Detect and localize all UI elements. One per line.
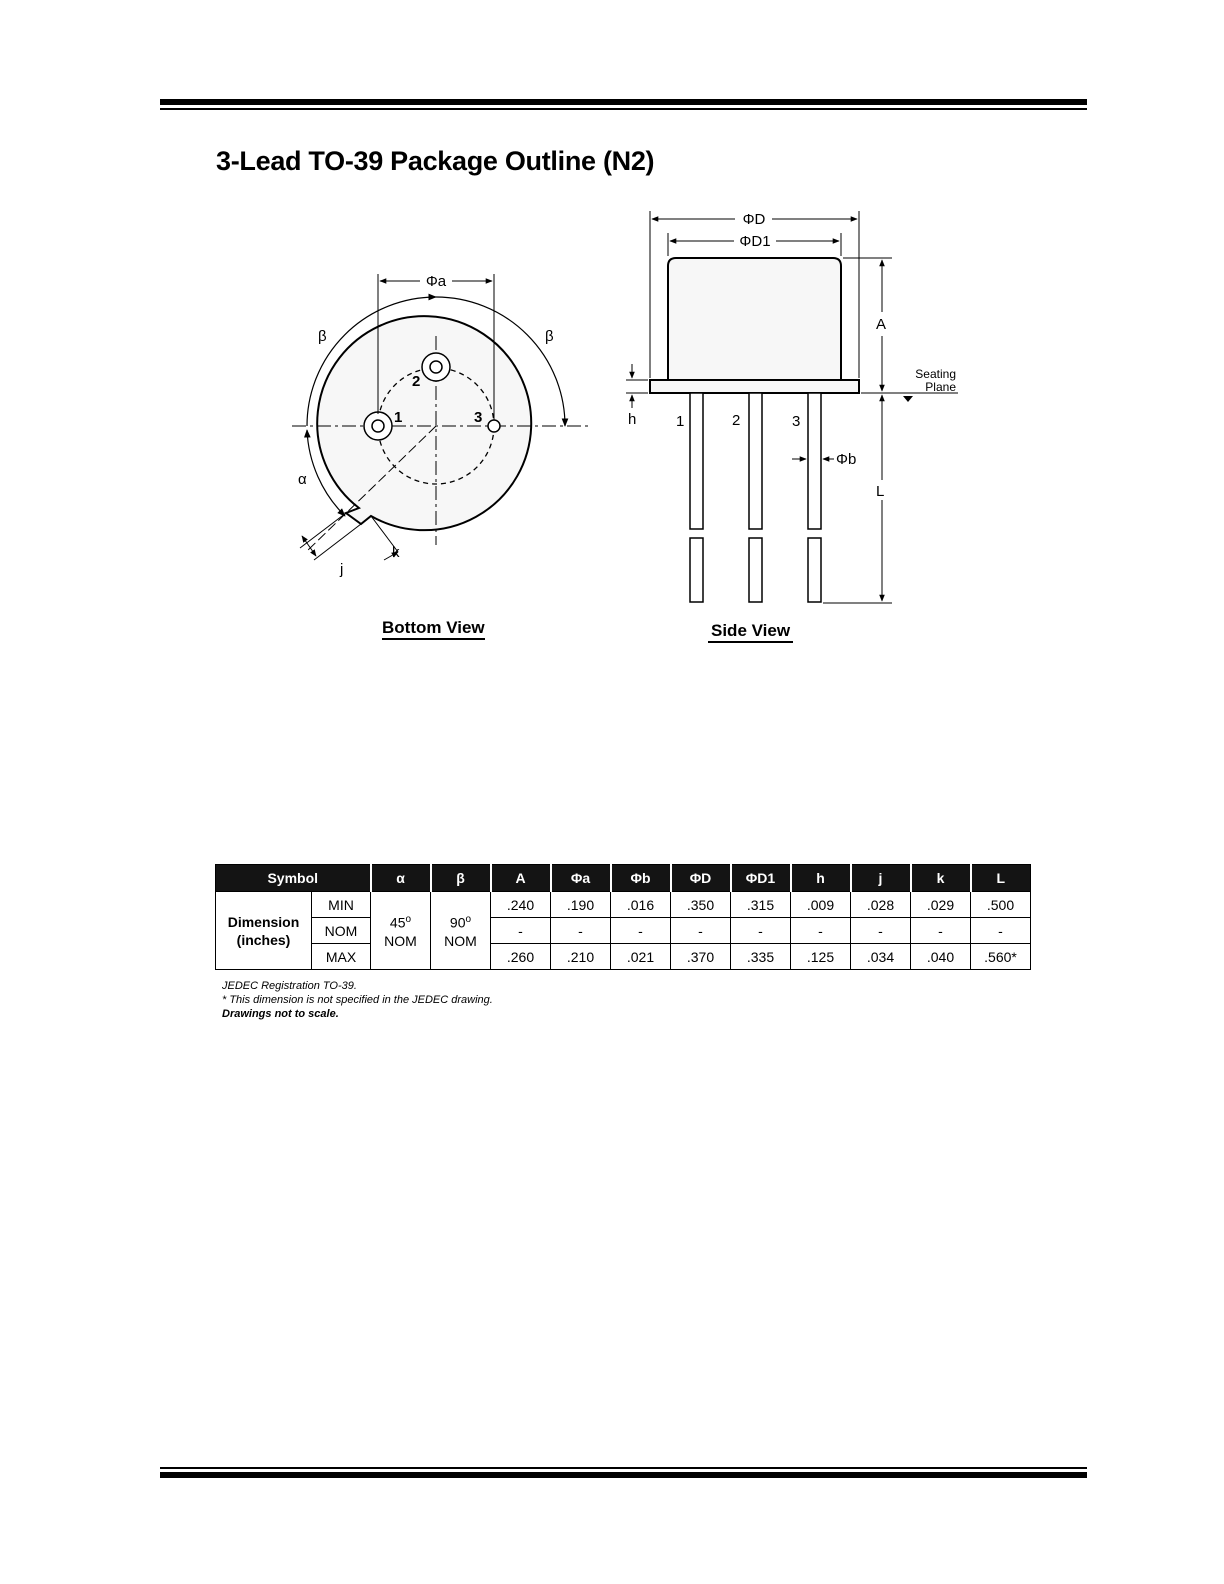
bottom-view [292,273,588,578]
header-D: ΦD [671,865,731,892]
table-header-row [216,865,1031,892]
header-A: A [491,865,551,892]
side-cap [668,258,841,380]
header-symbol: Symbol [216,865,371,892]
nom-D: - [671,918,731,944]
dimension-table [215,864,1031,970]
dim-a-label: Φa [425,273,447,290]
nom-b: - [611,918,671,944]
nom-A: - [491,918,551,944]
side-flange [650,380,859,393]
nom-a: - [551,918,611,944]
min-j: .028 [851,892,911,918]
max-k: .040 [911,944,971,970]
side-pin-3-label: 3 [792,413,801,430]
alpha-unit: o [405,914,412,926]
note-asterisk: * This dimension is not specified in the JEDEC drawing. [222,994,493,1006]
dim-D-label: ΦD [742,211,766,228]
seating-plane-line1: Seating [915,367,956,381]
dim-j-arrow [302,536,316,556]
lead-2-upper [749,393,762,529]
dim-L-label: L [876,483,885,500]
max-L: .560* [971,944,1031,970]
dim-j-label: j [340,561,344,578]
dim-D1-label: ΦD1 [739,233,771,250]
beta-right-label: β [545,328,554,345]
lead-1-upper [690,393,703,529]
beta-unit: o [465,914,472,926]
dim-b-label: Φb [836,451,857,468]
pin-2-inner [430,361,442,373]
dimension-label-cell [216,892,312,970]
min-h: .009 [791,892,851,918]
table-row-min [216,892,1031,918]
beta-cell [431,892,491,970]
table-row-max [216,944,1031,970]
beta-left-label: β [318,328,327,345]
nom-h: - [791,918,851,944]
lead-2-lower [749,538,762,602]
beta-value: 90 [449,914,466,931]
header-b: Φb [611,865,671,892]
bottom-view-label: Bottom View [382,618,485,640]
min-k: .029 [911,892,971,918]
beta-nom: NOM [444,932,477,949]
footer-rule-thin [160,1467,1087,1469]
min-b: .016 [611,892,671,918]
row-label-min: MIN [312,892,371,918]
alpha-label: α [298,471,307,488]
pin-1-inner [372,420,384,432]
lead-3-upper [808,393,821,529]
max-j: .034 [851,944,911,970]
header-a: Φa [551,865,611,892]
nom-k: - [911,918,971,944]
note-not-to-scale: Drawings not to scale. [222,1008,339,1020]
nom-j: - [851,918,911,944]
min-D1: .315 [731,892,791,918]
header-j: j [851,865,911,892]
bottom-pin-2-label: 2 [412,373,421,390]
bottom-pin-3-label: 3 [474,409,483,426]
min-L: .500 [971,892,1031,918]
dim-A-label: A [876,316,887,333]
side-view [626,211,958,603]
dim-h-label: h [628,411,637,428]
max-h: .125 [791,944,851,970]
table-notes [222,979,493,1021]
header-k: k [911,865,971,892]
page-title: 3-Lead TO-39 Package Outline (N2) [216,146,655,176]
header-L: L [971,865,1031,892]
header-alpha: α [371,865,431,892]
min-A: .240 [491,892,551,918]
package-drawing [0,0,1224,700]
bottom-pin-1-label: 1 [394,409,403,426]
tab-ext-2 [314,524,361,560]
min-D: .350 [671,892,731,918]
footer-rule-thick [160,1472,1087,1478]
seating-plane-marker [903,396,913,402]
side-pin-2-label: 2 [732,412,741,429]
header-D1: ΦD1 [731,865,791,892]
note-jedec: JEDEC Registration TO-39. [222,980,357,992]
dim-k-label: k [392,544,400,561]
header-h: h [791,865,851,892]
alpha-cell [371,892,431,970]
pin-3 [488,420,500,432]
alpha-value: 45 [389,914,406,931]
max-a: .210 [551,944,611,970]
row-label-nom: NOM [312,918,371,944]
lead-1-lower [690,538,703,602]
side-pin-1-label: 1 [676,413,685,430]
max-D: .370 [671,944,731,970]
header-beta: β [431,865,491,892]
lead-3-lower [808,538,821,602]
nom-D1: - [731,918,791,944]
table-row-nom [216,918,1031,944]
max-b: .021 [611,944,671,970]
nom-L: - [971,918,1031,944]
dimension-units: (inches) [236,931,291,948]
dimension-label: Dimension [227,913,300,930]
side-view-label: Side View [708,621,793,643]
seating-plane-line2: Plane [925,380,956,394]
alpha-nom: NOM [384,932,417,949]
max-A: .260 [491,944,551,970]
max-D1: .335 [731,944,791,970]
row-label-max: MAX [312,944,371,970]
min-a: .190 [551,892,611,918]
